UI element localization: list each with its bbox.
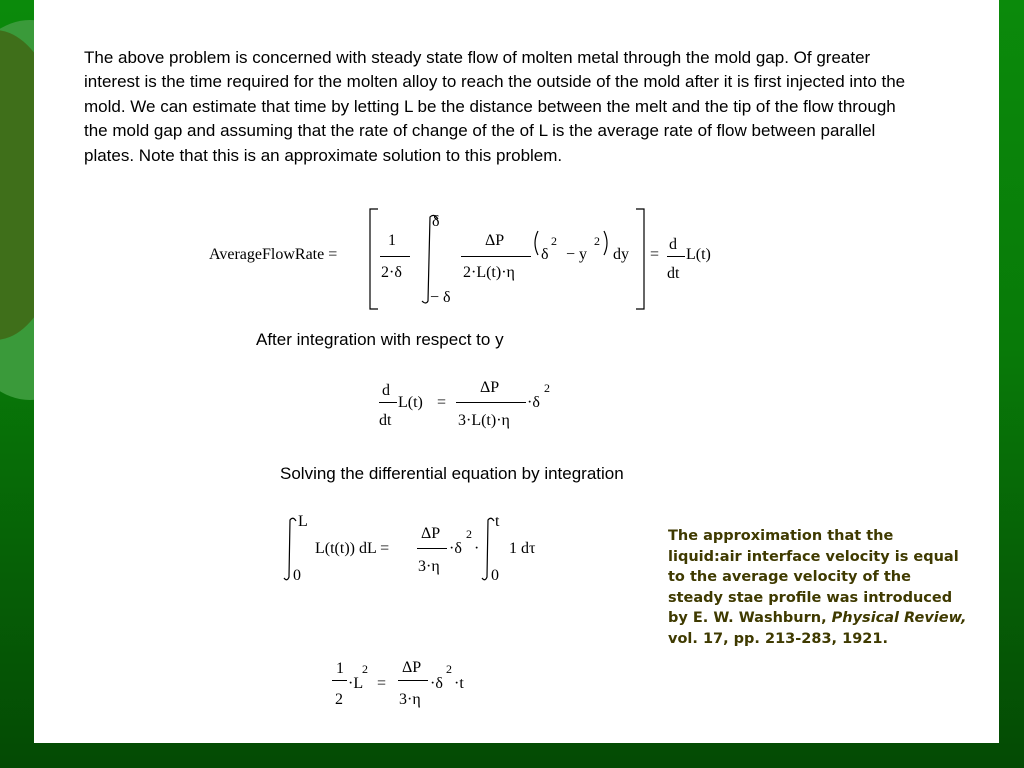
eq1-ddt-bar	[667, 256, 685, 257]
eq1-open-paren	[535, 231, 538, 255]
note-journal: Physical Review,	[831, 610, 967, 626]
eq1-minus-y: − y	[566, 246, 588, 263]
eq1-frac2-num: ΔP	[485, 232, 505, 249]
label-after-integration: After integration with respect to y	[256, 330, 504, 349]
eq1-frac1-den: 2·δ	[381, 264, 402, 281]
eq2-Lt: L(t)	[398, 394, 423, 411]
eq1-frac2-den: 2·L(t)·η	[463, 264, 515, 281]
eq2-equals: =	[437, 394, 447, 411]
eq4-exp2: 2	[446, 662, 452, 676]
eq4-exp1: 2	[362, 662, 368, 676]
eq2-den: 3·L(t)·η	[458, 412, 510, 429]
eq4-L: ·L	[348, 675, 364, 692]
eq2-tail: ·δ	[527, 394, 540, 411]
eq3-integrand: L(t(t)) dL =	[315, 540, 390, 557]
eq2-frac-bar	[456, 402, 526, 403]
eq1-dy: dy	[613, 246, 629, 263]
intro-paragraph: The above problem is concerned with steady state flow of molten metal through the mold gap. Of greater interest is the time required for the molten alloy to reach the outside of the mold after it is first injected into the mold. We can estimate that time by letting L be the distance between the melt and the tip of the flow through the mold gap and assuming that the rate of change of the of L is the average rate of flow between parallel plates. Note that this is an approximate solution to this problem.	[84, 48, 906, 165]
eq4-frac1-bar	[332, 680, 347, 681]
eq1-exp-y: 2	[594, 234, 600, 248]
eq4-equals: =	[377, 675, 387, 692]
eq3-den: 3·η	[418, 558, 440, 575]
eq3-exp: 2	[466, 527, 472, 541]
eq1-equals: =	[650, 246, 660, 263]
eq1-delta: δ	[541, 246, 549, 263]
eq3-integrand2: 1 dτ	[509, 540, 536, 557]
eq2-exp: 2	[544, 381, 550, 395]
eq3-upper1: L	[298, 513, 308, 530]
note-text: The approximation that the liquid:air interface velocity is equal to the average velocity of the steady stae profile was introduced by E. W. Washburn,	[668, 528, 959, 626]
eq1-dt: dt	[667, 265, 680, 282]
eq1-frac1-num: 1	[388, 232, 396, 249]
eq4-t: ·t	[454, 675, 464, 692]
eq3-dot: ·	[474, 540, 480, 557]
eq4-tail: ·δ	[430, 675, 443, 692]
eq4-den1: 2	[335, 691, 343, 708]
eq3-upper2: t	[495, 513, 500, 530]
label-solving: Solving the differential equation by integration	[280, 464, 624, 483]
eq1-close-paren	[604, 231, 607, 255]
eq3-frac-bar	[417, 548, 447, 549]
eq1-lhs: AverageFlowRate =	[209, 246, 338, 263]
eq1-left-bracket	[370, 209, 378, 309]
eq3-num: ΔP	[421, 525, 441, 542]
eq2-d: d	[382, 382, 390, 399]
eq4-den2: 3·η	[399, 691, 421, 708]
eq3-mid: ·δ	[449, 540, 462, 557]
eq4-num1: 1	[336, 660, 344, 677]
eq4-frac2-bar	[398, 680, 428, 681]
eq2-dt: dt	[379, 412, 392, 429]
eq2-ddt-bar	[379, 402, 397, 403]
reference-note	[668, 526, 968, 649]
eq1-lower-limit: − δ	[430, 289, 451, 306]
eq1-frac2-bar	[461, 256, 531, 257]
eq4-num2: ΔP	[402, 659, 422, 676]
eq1-frac1-bar	[380, 256, 410, 257]
eq1-Lt: L(t)	[686, 246, 711, 263]
eq1-upper-limit: δ	[432, 213, 440, 230]
eq1-right-bracket	[636, 209, 644, 309]
eq2-num: ΔP	[480, 379, 500, 396]
eq3-lower2: 0	[491, 567, 499, 584]
eq3-lower1: 0	[293, 567, 301, 584]
eq1-d: d	[669, 236, 677, 253]
eq1-exp-delta: 2	[551, 234, 557, 248]
note-ref: vol. 17, pp. 213-283, 1921.	[668, 630, 888, 647]
